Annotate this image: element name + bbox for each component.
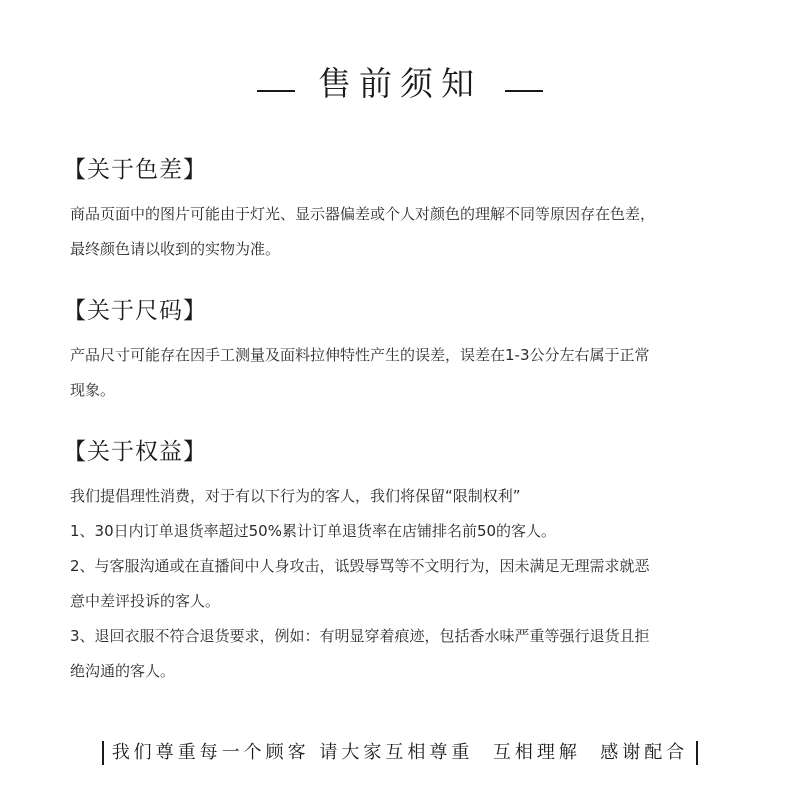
- paragraph-line: 意中差评投诉的客人。: [70, 592, 221, 610]
- section-heading: 【关于权益】: [63, 439, 207, 465]
- footer-text: 我们尊重每一个顾客 请大家互相尊重 互相理解 感谢配合: [111, 742, 689, 763]
- section-heading: 【关于色差】: [63, 157, 207, 183]
- title-dash-left: [257, 90, 295, 92]
- paragraph-line: 最终颜色请以收到的实物为准。: [70, 240, 281, 258]
- paragraph-line: 2、与客服沟通或在直播间中人身攻击，诋毁辱骂等不文明行为，因未满足无理需求就恶: [70, 557, 650, 575]
- section-color-difference: [63, 155, 743, 267]
- paragraph-line: 现象。: [70, 381, 116, 399]
- paragraph-line: 绝沟通的客人。: [70, 662, 176, 680]
- section-rights: [63, 437, 743, 689]
- paragraph-line: 1、30日内订单退货率超过50%累计订单退货率在店铺排名前50的客人。: [70, 522, 557, 540]
- section-size: [63, 296, 743, 408]
- title-dash-right: [505, 90, 543, 92]
- paragraph-line: 3、退回衣服不符合退货要求，例如：有明显穿着痕迹，包括香水味严重等强行退货且拒: [70, 627, 650, 645]
- footer-bar-left: [102, 741, 104, 765]
- footer-note: [0, 738, 800, 768]
- paragraph-line: 我们提倡理性消费，对于有以下行为的客人，我们将保留“限制权利”: [70, 487, 521, 505]
- page-header: [0, 62, 800, 106]
- page-title: 售前须知: [318, 64, 482, 103]
- paragraph-line: 产品尺寸可能存在因手工测量及面料拉伸特性产生的误差，误差在1-3公分左右属于正常: [70, 346, 650, 364]
- footer-bar-right: [696, 741, 698, 765]
- paragraph-line: 商品页面中的图片可能由于灯光、显示器偏差或个人对颜色的理解不同等原因存在色差，: [70, 205, 656, 223]
- section-heading: 【关于尺码】: [63, 298, 207, 324]
